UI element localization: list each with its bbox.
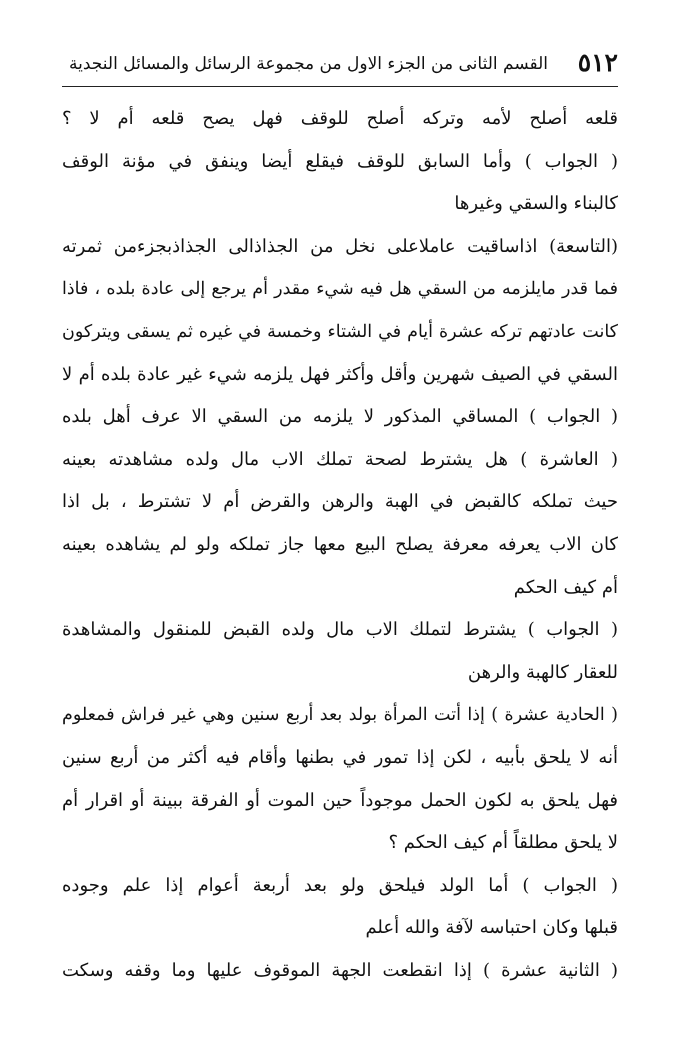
text-line: كانت عادتهم تركه عشرة أيام في الشتاء وخمسة في غيره ثم يسقى ويتركون	[62, 321, 618, 342]
text-line: ( الثانية عشرة ) إذا انقطعت الجهة الموقوف عليها وما وقفه وسكت	[62, 959, 618, 981]
text-line: ( الجواب ) المساقي المذكور لا يلزمه من السقي الا عرف أهل بلده	[62, 406, 618, 428]
text-line: أنه لا يلحق بأبيه ، لكن إذا تمور في بطنها وأقام فيه أكثر من أربع سنين	[62, 746, 618, 768]
text-line: فهل يلحق به لكون الحمل موجوداً حين الموت أو الفرقة ببينة أو اقرار أم	[62, 789, 618, 811]
text-line: قلعه أصلح لأمه وتركه أصلح للوقف فهل يصح قلعه أم لا ؟	[62, 108, 618, 129]
text-line: فما قدر مايلزمه من السقي هل فيه شيء مقدر أم يرجع إلى عادة بلده ، فاذا	[62, 279, 618, 300]
header-rule	[62, 86, 618, 87]
text-line: السقي في الصيف شهرين وأقل وأكثر فهل يلزمه شيء غير عادة بلده أم لا	[62, 363, 618, 385]
body-text	[62, 98, 618, 992]
text-line: ( الحادية عشرة ) إذا أتت المرأة بولد بعد أربع سنين وهي غير فراش فمعلوم	[62, 705, 618, 726]
text-line: لا يلحق مطلقاً أم كيف الحكم ؟	[388, 832, 618, 854]
text-line: كان الاب يعرفه معرفة يصلح البيع معها جاز تملكه ولو لم يشاهده بعينه	[62, 533, 618, 555]
text-line: ( الجواب ) وأما السابق للوقف فيقلع أيضا وينفق في مؤنة الوقف	[62, 150, 618, 172]
page-header	[62, 42, 618, 84]
text-line: كالبناء والسقي وغيرها	[454, 193, 618, 215]
text-line: قبلها وكان احتباسه لآفة والله أعلم	[365, 917, 618, 939]
text-line: ( العاشرة ) هل يشترط لصحة تملك الاب مال ولده مشاهدته بعينه	[62, 448, 618, 470]
text-line: ( الجواب ) يشترط لتملك الاب مال ولده القبض للمنقول والمشاهدة	[62, 619, 618, 641]
text-line: حيث تملكه كالقبض في الهبة والرهن والقرض أم لا تشترط ، بل اذا	[62, 491, 618, 513]
text-line: أم كيف الحكم	[513, 576, 618, 598]
page-number: ٥١٢	[577, 48, 618, 77]
running-head: القسم الثانى من الجزء الاول من مجموعة الرسائل والمسائل النجدية	[69, 54, 548, 74]
text-line: ( الجواب ) أما الولد فيلحق ولو بعد أربعة أعوام إذا علم وجوده	[62, 874, 618, 896]
text-line: (التاسعة) اذاساقيت عاملاعلى نخل من الجذاذالى الجذاذبجزءمن ثمرته	[62, 235, 618, 257]
text-line: للعقار كالهبة والرهن	[467, 661, 618, 683]
